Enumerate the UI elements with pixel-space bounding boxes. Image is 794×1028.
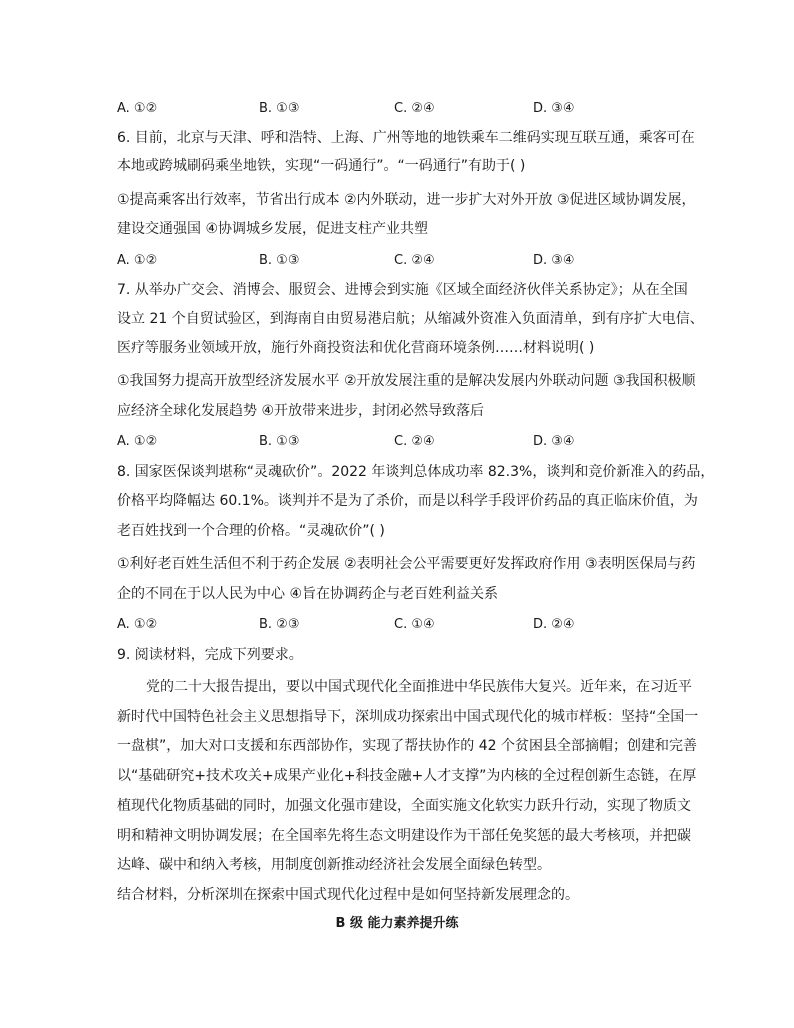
q8-statement-line: 企的不同在于以人民为中心 ④旨在协调药企与老百姓利益关系 — [117, 586, 498, 602]
q6-option-a: A. ①② — [117, 253, 158, 268]
q6-option-b: B. ①③ — [259, 253, 300, 268]
q8-stem-line: 老百姓找到一个合理的价格。“灵魂砍价”( ) — [117, 523, 385, 539]
q7-statement-line: 应经济全球化发展趋势 ④开放带来进步，封闭必然导致落后 — [117, 403, 484, 419]
q8-statement-line: ①利好老百姓生活但不利于药企发展 ②表明社会公平需要更好发挥政府作用 ③表明医保局与药 — [117, 556, 696, 572]
q7-option-b: B. ①③ — [259, 434, 300, 449]
q9-material-line: 新时代中国特色社会主义思想指导下，深圳成功探索出中国式现代化的城市样板：坚持“全国一 — [117, 709, 699, 725]
q5-option-b: B. ①③ — [259, 101, 300, 116]
q5-options — [117, 99, 677, 119]
q8-stem-line: 价格平均降幅达 60.1%。谈判并不是为了杀价，而是以科学手段评价药品的真正临床价值，为 — [117, 493, 698, 509]
q6-stem-line: 本地或跨城刷码乘坐地铁，实现“一码通行”。“一码通行”有助于( ) — [117, 158, 526, 174]
q8-option-a: A. ①② — [117, 617, 158, 632]
q5-option-a: A. ①② — [117, 101, 158, 116]
q6-options — [117, 251, 677, 271]
q7-options — [117, 432, 677, 452]
q8-option-c: C. ①④ — [394, 617, 435, 632]
q5-option-d: D. ③④ — [533, 101, 575, 116]
q6-statement-line: ①提高乘客出行效率，节省出行成本 ②内外联动，进一步扩大对外开放 ③促进区域协调发展， — [117, 192, 696, 208]
q7-option-a: A. ①② — [117, 434, 158, 449]
q9-material-line: 达峰、碳中和纳入考核，用制度创新推动经济社会发展全面绿色转型。 — [117, 857, 551, 873]
q6-statement-line: 建设交通强国 ④协调城乡发展，促进支柱产业共塑 — [117, 221, 428, 237]
q8-option-d: D. ②④ — [533, 617, 575, 632]
q9-material-line: 明和精神文明协调发展；在全国率先将生态文明建设作为干部任免奖惩的最大考核项，并把碳 — [117, 828, 691, 844]
q9-material-line: 一盘棋”，加大对口支援和东西部协作，实现了帮扶协作的 42 个贫困县全部摘帽；创建和完善 — [117, 738, 697, 754]
q5-option-c: C. ②④ — [394, 101, 435, 116]
q7-stem-line: 7. 从举办广交会、消博会、服贸会、进博会到实施《区域全面经济伙伴关系协定》；从在全国 — [117, 282, 688, 298]
q6-stem-line: 6. 目前，北京与天津、呼和浩特、上海、广州等地的地铁乘车二维码实现互联互通，乘客可在 — [117, 130, 695, 146]
section-b-heading: B 级 能力素养提升练 — [335, 916, 459, 931]
q9-material-line: 植现代化物质基础的同时，加强文化强市建设，全面实施文化软实力跃升行动，实现了物质文 — [117, 798, 691, 814]
q7-option-c: C. ②④ — [394, 434, 435, 449]
q9-material-line: 以“基础研究+技术攻关+成果产业化+科技金融+人才支撑”为内核的全过程创新生态链，在厚 — [117, 768, 697, 784]
q7-stem-line: 医疗等服务业领域开放，施行外商投资法和优化营商环境条例……材料说明( ) — [117, 340, 595, 356]
q7-stem-line: 设立 21 个自贸试验区，到海南自由贸易港启航；从缩减外资准入负面清单，到有序扩大电信、 — [117, 311, 704, 327]
q7-statement-line: ①我国努力提高开放型经济发展水平 ②开放发展注重的是解决发展内外联动问题 ③我国积极顺 — [117, 373, 696, 389]
q9-title: 9. 阅读材料，完成下列要求。 — [117, 647, 303, 663]
q9-question: 结合材料，分析深圳在探索中国式现代化过程中是如何坚持新发展理念的。 — [117, 887, 579, 903]
q8-options — [117, 615, 677, 635]
q9-material-line: 党的二十大报告提出，要以中国式现代化全面推进中华民族伟大复兴。近年来，在习近平 — [146, 679, 692, 695]
q8-option-b: B. ②③ — [259, 617, 300, 632]
q8-stem-line: 8. 国家医保谈判堪称“灵魂砍价”。2022 年谈判总体成功率 82.3%，谈判和竞价新准入的药品， — [117, 464, 715, 480]
q6-option-c: C. ②④ — [394, 253, 435, 268]
q7-option-d: D. ③④ — [533, 434, 575, 449]
q6-option-d: D. ③④ — [533, 253, 575, 268]
